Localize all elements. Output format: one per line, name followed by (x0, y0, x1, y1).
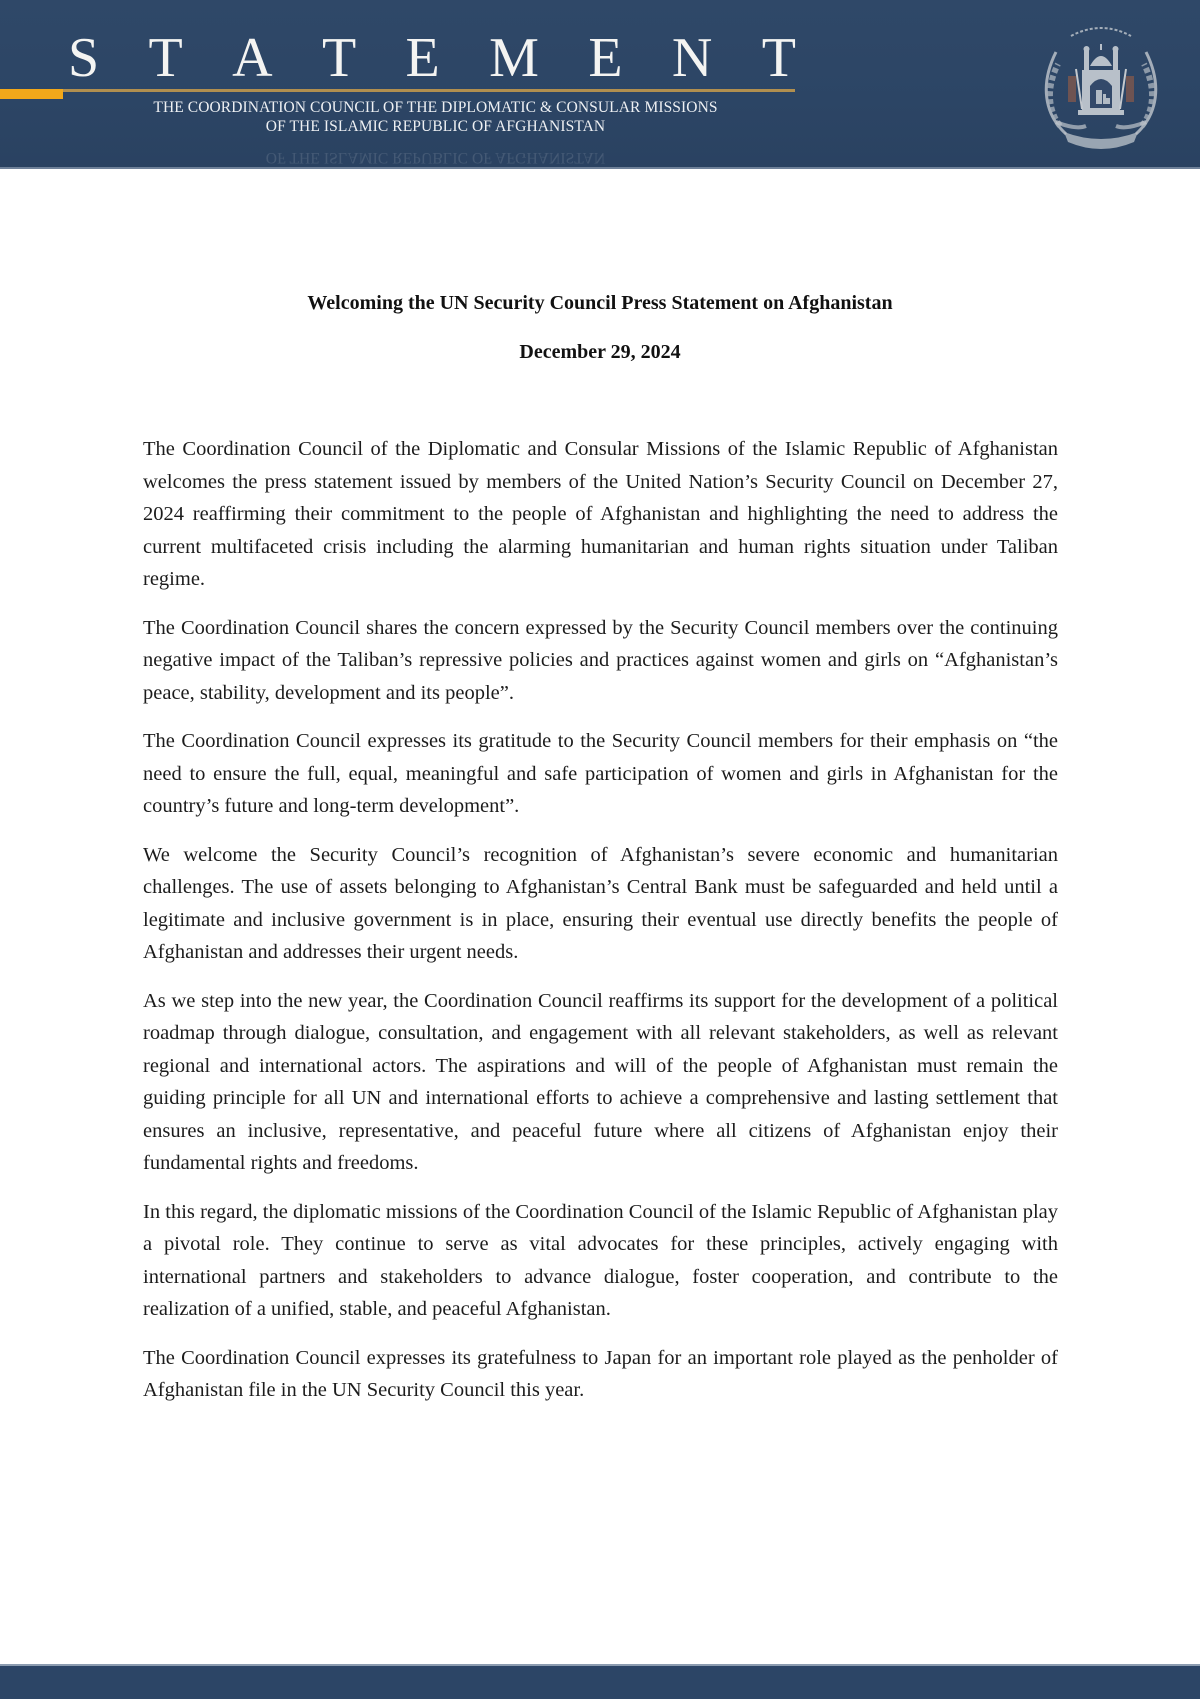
title-letter: A (232, 27, 273, 89)
paragraph: The Coordination Council expresses its gratefulness to Japan for an important role played as the penholder of Afghanistan file in the UN Security Council this year. (143, 1346, 1058, 1401)
paragraph: In this regard, the diplomatic missions of the Coordination Council of the Islamic Republic of Afghanistan play a pivotal role. They continue to serve as vital advocates for these principles, actively engaging with international partners and stakeholders to advance dialogue, foster cooperation, and contribute to the realization of a unified, stable, and peaceful Afghanistan. (143, 1200, 1058, 1320)
letterhead-footer-band (0, 1664, 1200, 1699)
statement-body (143, 433, 1058, 1423)
title-letter: E (588, 27, 623, 89)
document-date: December 29, 2024 (519, 341, 681, 363)
organization-name-line-1: THE COORDINATION COUNCIL OF THE DIPLOMATIC & CONSULAR MISSIONS (153, 99, 718, 116)
title-letter: S (68, 27, 100, 89)
title-letter: T (148, 27, 183, 89)
letterhead-header (0, 0, 1200, 169)
national-emblem-icon (1026, 14, 1176, 164)
document-title: Welcoming the UN Security Council Press Statement on Afghanistan (307, 292, 893, 314)
organization-name-line-2: OF THE ISLAMIC REPUBLIC OF AFGHANISTAN (265, 118, 606, 135)
title-letter: E (405, 27, 440, 89)
orange-accent-bar (0, 89, 63, 99)
paragraph: As we step into the new year, the Coordination Council reaffirms its support for the development of a political roadmap through dialogue, consultation, and engagement with all relevant stakeholders, as well as relevant regional and international actors. The aspirations and will of the people of Afghanistan must remain the guiding principle for all UN and international efforts to achieve a comprehensive and lasting settlement that ensures an inclusive, representative, and peaceful future where all citizens of Afghanistan enjoy their fundamental rights and freedoms. (143, 989, 1058, 1174)
title-letter: T (321, 27, 357, 89)
title-letter: M (489, 27, 539, 89)
title-letter: N (671, 27, 713, 89)
title-letter: T (761, 27, 796, 89)
paragraph: We welcome the Security Council’s recognition of Afghanistan’s severe economic and humanitarian challenges. The use of assets belonging to Afghanistan’s Central Bank must be safeguarded and held until a legitimate and inclusive government is in place, ensuring their eventual use directly benefits the people of Afghanistan and addresses their urgent needs. (143, 843, 1058, 963)
paragraph: The Coordination Council shares the concern expressed by the Security Council members over the continuing negative impact of the Taliban’s repressive policies and practices against women and girls on “Afghanistan’s peace, stability, development and its people”. (143, 616, 1058, 704)
organization-name-reflection: OF THE ISLAMIC REPUBLIC OF AFGHANISTAN (265, 149, 606, 166)
gold-divider-line (63, 89, 795, 92)
statement-title (68, 27, 796, 89)
paragraph: The Coordination Council expresses its gratitude to the Security Council members for their emphasis on “the need to ensure the full, equal, meaningful and safe participation of women and girls in Afghanistan for the country’s future and long-term development”. (143, 730, 1058, 817)
paragraph: The Coordination Council of the Diplomatic and Consular Missions of the Islamic Republic of Afghanistan welcomes the press statement issued by members of the United Nation’s Security Council on December 27, 2024 reaffirming their commitment to the people of Afghanistan and highlighting the need to address the current multifaceted crisis including the alarming humanitarian and human rights situation under Taliban regime. (143, 438, 1058, 590)
